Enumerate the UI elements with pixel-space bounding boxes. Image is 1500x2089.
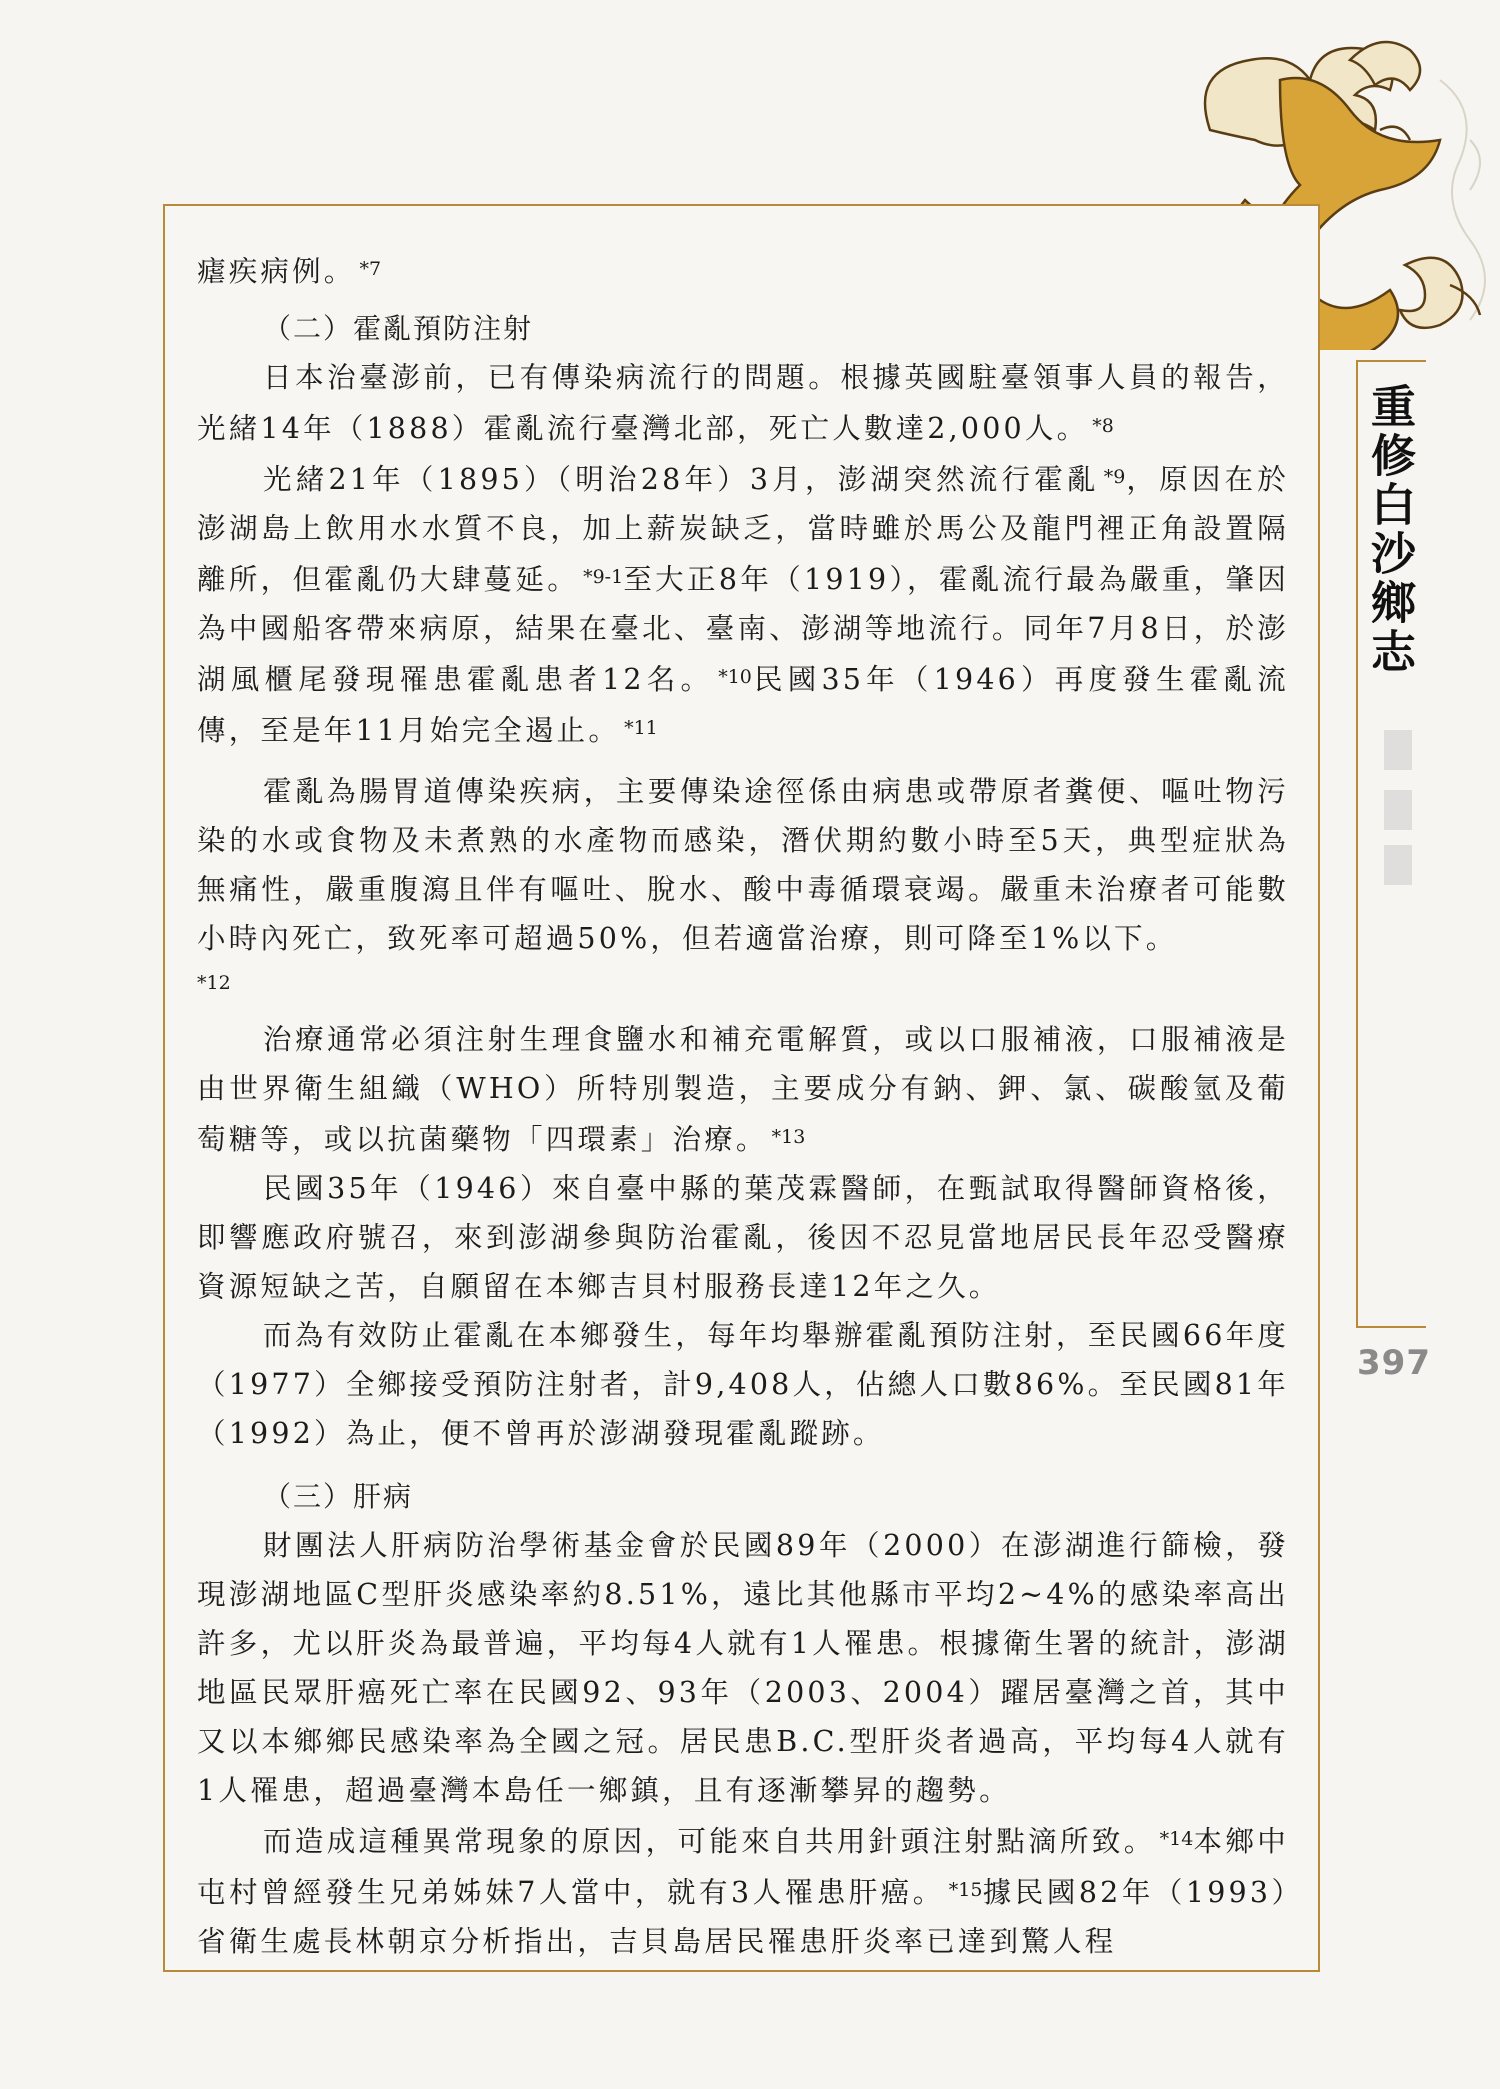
paragraph-2: 光緒21年（1895）（明治28年）3月，澎湖突然流行霍亂 $^{*9}$，原因在於澎湖島上飲用水水質不良，加上薪炭缺乏，當時雖於馬公及龍門裡正角設置隔離所，但霍亂仍大肆蔓延。 $^{*9-1}$至大正8年（1919），霍亂流行最為嚴重，肇因為中國船客帶來病原，結果在臺北、臺南、澎湖等地流行。同年7月8日，於澎湖風櫃尾發現罹患霍亂患者12名。 $^{*10}$民國35年（1946）再度發生霍亂流傳，至是年11月始完全遏止。 $^{*11}$ (197, 463, 1289, 747)
footnote-ref: *15 (948, 1879, 983, 1901)
footnote-ref: *14 (1159, 1828, 1194, 1850)
body-text (197, 245, 1289, 1966)
footnote-ref: *11 (624, 717, 658, 739)
paragraph-0: 瘧疾病例。 $^{*7}$ (197, 255, 382, 288)
footnote-ref: *13 (771, 1126, 806, 1148)
paragraph-5: 民國35年（1946）來自臺中縣的葉茂霖醫師，在甄試取得醫師資格後，即響應政府號召，來到澎湖參與防治霍亂，後因不忍見當地居民長年忍受醫療資源短缺之苦，自願留在本鄉吉貝村服務長達12年之久。 (197, 1172, 1289, 1303)
paragraph-7: 財團法人肝病防治學術基金會於民國89年（2000）在澎湖進行篩檢，發現澎湖地區C型肝炎感染率約8.51%，遠比其他縣市平均2~4%的感染率高出許多，尤以肝炎為最普遍，平均每4人就有1人罹患。根據衛生署的統計，澎湖地區民眾肝癌死亡率在民國92、93年（2003、2004）躍居臺灣之首，其中又以本鄉鄉民感染率為全國之冠。居民患B.C.型肝炎者過高，平均每4人就有1人罹患，超過臺灣本島任一鄉鎮，且有逐漸攀昇的趨勢。 (197, 1529, 1289, 1807)
footnote-ref: *9-1 (583, 566, 624, 588)
side-title: 重修白沙鄉志 (1363, 383, 1416, 677)
footnote-ref: *7 (359, 258, 382, 280)
footnote-ref: *10 (718, 666, 752, 688)
footnote-ref: *8 (1092, 415, 1114, 437)
section-heading-liver: （三）肝病 (263, 1480, 414, 1513)
paragraph-3: 霍亂為腸胃道傳染疾病，主要傳染途徑係由病患或帶原者糞便、嘔吐物污染的水或食物及未煮熟的水產物而感染，潛伏期約數小時至5天，典型症狀為無痛性，嚴重腹瀉且伴有嘔吐、脫水、酸中毒循環衰竭。嚴重未治療者可能數小時內死亡，致死率可超過50%，但若適當治療，則可降至1%以下。 (197, 775, 1289, 955)
show-through-mark-icon (1378, 720, 1418, 890)
footnote-ref: *12 (197, 972, 231, 994)
paragraph-6: 而為有效防止霍亂在本鄉發生，每年均舉辦霍亂預防注射，至民國66年度（1977）全鄉接受預防注射者，計9,408人，佔總人口數86%。至民國81年（1992）為止，便不曾再於澎湖發現霍亂蹤跡。 (197, 1319, 1289, 1450)
section-heading-cholera: （二）霍亂預防注射 (263, 312, 534, 345)
paragraph-1: 日本治臺澎前，已有傳染病流行的問題。根據英國駐臺領事人員的報告，光緒14年（1888）霍亂流行臺灣北部，死亡人數達2,000人。 $^{*8}$ (197, 361, 1289, 445)
paragraph-4: 治療通常必須注射生理食鹽水和補充電解質，或以口服補液，口服補液是由世界衛生組織（WHO）所特別製造，主要成分有鈉、鉀、氯、碳酸氫及葡萄糖等，或以抗菌藥物「四環素」治療。 $^{*13}$ (197, 1023, 1289, 1156)
page-number: 397 (1357, 1343, 1431, 1383)
paragraph-8: 而造成這種異常現象的原因，可能來自共用針頭注射點滴所致。 $^{*14}$本鄉中屯村曾經發生兄弟姊妹7人當中，就有3人罹患肝癌。 $^{*15}$據民國82年（1993）省衛生處長林朝京分析指出，吉貝島居民罹患肝炎率已達到驚人程 (197, 1825, 1289, 1958)
footnote-ref: *9 (1103, 466, 1126, 488)
